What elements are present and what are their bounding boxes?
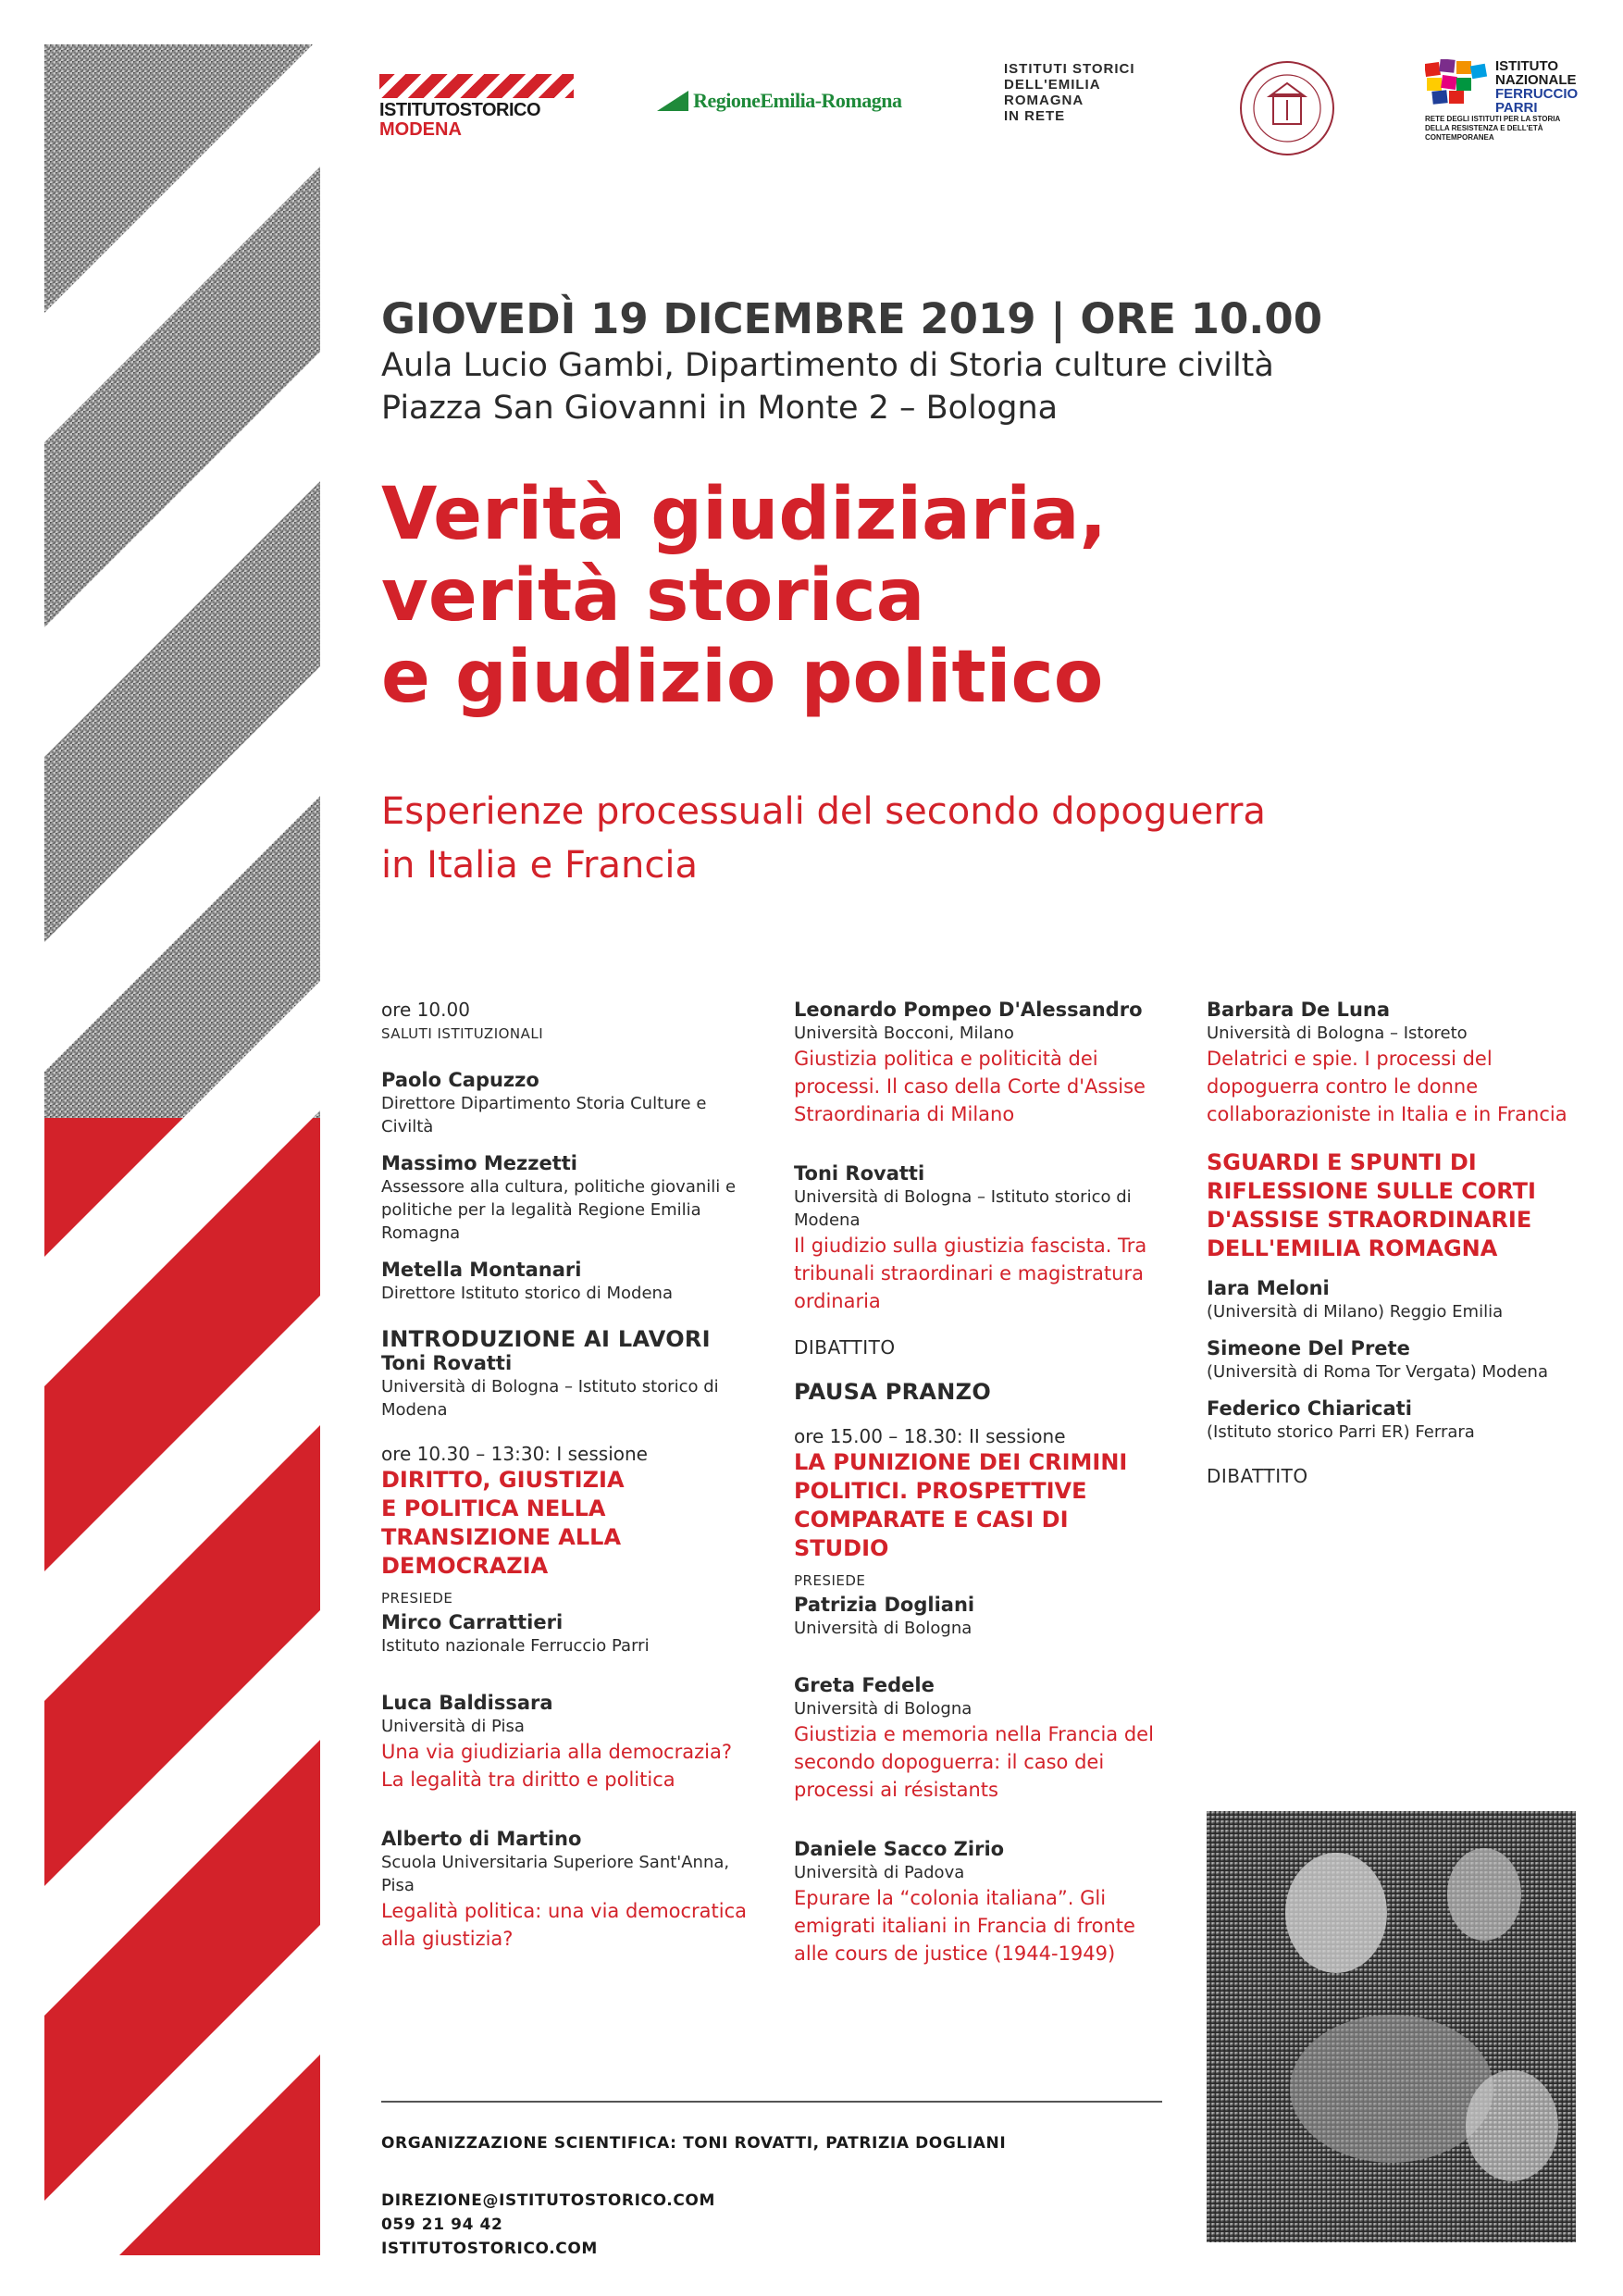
speaker-affiliation: (Istituto storico Parri ER) Ferrara: [1207, 1422, 1475, 1442]
speaker-name: Patrizia Dogliani: [794, 1594, 975, 1616]
regione-mark-icon: [657, 91, 688, 111]
speaker-affiliation: (Università di Milano) Reggio Emilia: [1207, 1302, 1504, 1322]
speaker-name: Greta Fedele: [794, 1674, 935, 1696]
talk-title: Legalità politica: una via democratica alla giustizia?: [381, 1900, 748, 1950]
speaker-affiliation: Istituto nazionale Ferruccio Parri: [381, 1636, 650, 1656]
chair-label: PRESIEDE: [381, 1590, 453, 1607]
venue-line: Aula Lucio Gambi, Dipartimento di Storia culture civiltà: [381, 347, 1274, 384]
session-title-line: STUDIO: [794, 1535, 889, 1561]
speaker-name: Leonardo Pompeo D'Alessandro: [794, 999, 1143, 1021]
contact-website[interactable]: ISTITUTOSTORICO.COM: [381, 2240, 598, 2258]
speaker-affiliation: Università di Bologna: [794, 1699, 973, 1719]
debate-label: DIBATTITO: [1207, 1465, 1308, 1487]
organization-credit: ORGANIZZAZIONE SCIENTIFICA: TONI ROVATTI, PATRIZIA DOGLIANI: [381, 2134, 1007, 2153]
historical-photo: [1207, 1811, 1576, 2242]
talk-title: Il giudizio sulla giustizia fascista. Tra tribunali straordinari e magistratura ordinaria: [794, 1235, 1147, 1312]
university-seal-icon: [1238, 59, 1336, 157]
speaker-name: Federico Chiaricati: [1207, 1397, 1412, 1420]
session-title: [381, 1466, 761, 1581]
talk-title: Giustizia e memoria nella Francia del secondo dopoguerra: il caso dei processi ai résistants: [794, 1723, 1154, 1801]
session-title-line: SGUARDI E SPUNTI DI: [1207, 1149, 1477, 1175]
rete-line: ISTITUTI STORICI: [1004, 61, 1135, 77]
speaker-name: Simeone Del Prete: [1207, 1337, 1410, 1359]
session-title-line: LA PUNIZIONE DEI CRIMINI: [794, 1449, 1128, 1475]
session-title-line: TRANSIZIONE ALLA: [381, 1524, 622, 1550]
speaker-name: Toni Rovatti: [794, 1162, 925, 1185]
parri-line: FERRUCCIO: [1495, 86, 1579, 102]
speaker-name: Alberto di Martino: [381, 1828, 582, 1850]
speaker-affiliation: Scuola Universitaria Superiore Sant'Anna, Pisa: [381, 1853, 730, 1895]
speaker-affiliation: Direttore Dipartimento Storia Culture e Civiltà: [381, 1094, 707, 1136]
event-title: [381, 474, 1492, 718]
title-line: Verità giudiziaria,: [381, 473, 1108, 556]
title-line: e giudizio politico: [381, 636, 1104, 719]
event-date: GIOVEDÌ 19 DICEMBRE 2019 | ORE 10.00: [381, 294, 1323, 343]
session-title-line: DEMOCRAZIA: [381, 1553, 549, 1579]
section-heading: INTRODUZIONE AI LAVORI: [381, 1326, 711, 1352]
session-title: [794, 1448, 1173, 1563]
lunch-break-label: PAUSA PRANZO: [794, 1379, 992, 1405]
session-title-line: DIRITTO, GIUSTIZIA: [381, 1467, 625, 1493]
time-slot: ore 15.00 – 18.30: II sessione: [794, 1425, 1066, 1447]
speaker-affiliation: Università Bocconi, Milano: [794, 1024, 1014, 1043]
speaker-affiliation: Università di Bologna – Istituto storico di Modena: [794, 1187, 1132, 1230]
parri-line: ISTITUTO: [1495, 58, 1559, 74]
program-column-1: [381, 998, 761, 1953]
rete-line: DELL'EMILIA: [1004, 77, 1101, 93]
speaker-name: Massimo Mezzetti: [381, 1152, 577, 1174]
speaker-affiliation: Università di Pisa: [381, 1717, 525, 1736]
regione-label: RegioneEmilia-Romagna: [693, 89, 902, 112]
logo-istituto-storico-modena: [379, 74, 574, 139]
time-slot: ore 10.30 – 13:30: I sessione: [381, 1443, 648, 1465]
contact-phone: 059 21 94 42: [381, 2215, 503, 2234]
logo-line1: ISTITUTOSTORICO: [379, 100, 540, 120]
speaker-name: Daniele Sacco Zirio: [794, 1838, 1005, 1860]
speaker-name: Iara Meloni: [1207, 1277, 1330, 1299]
speaker-name: Barbara De Luna: [1207, 999, 1391, 1021]
debate-label: DIBATTITO: [794, 1336, 896, 1359]
footer-divider: [381, 2101, 1162, 2103]
speaker-affiliation: Università di Padova: [794, 1863, 965, 1882]
parri-subtitle: RETE DEGLI ISTITUTI PER LA STORIA DELLA RESISTENZA E DELL'ETÀ CONTEMPORANEA: [1425, 115, 1560, 142]
decorative-diagonal-band: [44, 44, 320, 2255]
section-label: SALUTI ISTITUZIONALI: [381, 1025, 544, 1042]
parri-mosaic-icon: [1425, 59, 1490, 105]
title-line: verità storica: [381, 554, 925, 638]
talk-title: Epurare la “colonia italiana”. Gli emigrati italiani in Francia di fronte alle cours de justice (1944-1949): [794, 1887, 1135, 1965]
parri-line: NAZIONALE: [1495, 72, 1577, 88]
logo-stripes: [379, 74, 574, 98]
speaker-affiliation: Università di Bologna: [794, 1619, 973, 1638]
rete-line: ROMAGNA: [1004, 93, 1084, 108]
session-title-line: RIFLESSIONE SULLE CORTI: [1207, 1178, 1536, 1204]
speaker-name: Mirco Carrattieri: [381, 1611, 564, 1633]
subtitle-line: in Italia e Francia: [381, 844, 698, 887]
session-title-line: COMPARATE E CASI DI: [794, 1507, 1069, 1533]
speaker-affiliation: Università di Bologna – Istituto storico di Modena: [381, 1377, 719, 1420]
session-title-line: E POLITICA NELLA: [381, 1496, 606, 1521]
talk-title: Delatrici e spie. I processi del dopoguerra contro le donne collaborazioniste in Italia e in Francia: [1207, 1048, 1567, 1125]
contacts: [381, 2189, 715, 2261]
program-column-3: [1207, 998, 1586, 1488]
speaker-affiliation: Direttore Istituto storico di Modena: [381, 1284, 673, 1303]
chair-label: PRESIEDE: [794, 1572, 866, 1589]
venue-address: Piazza San Giovanni in Monte 2 – Bologna: [381, 390, 1059, 427]
logo-line2: MODENA: [379, 119, 462, 140]
logo-regione-emilia-romagna: [657, 89, 916, 113]
event-subtitle: [381, 785, 1492, 892]
program-column-2: [794, 998, 1173, 1967]
subtitle-line: Esperienze processuali del secondo dopoguerra: [381, 790, 1266, 833]
speaker-name: Paolo Capuzzo: [381, 1069, 539, 1091]
rete-line: IN RETE: [1004, 108, 1066, 124]
logo-istituti-storici-rete: [1004, 61, 1180, 124]
parri-line: PARRI: [1495, 100, 1538, 116]
session-title: [1207, 1148, 1586, 1263]
contact-email[interactable]: DIREZIONE@ISTITUTOSTORICO.COM: [381, 2191, 715, 2210]
speaker-affiliation: Assessore alla cultura, politiche giovanili e politiche per la legalità Regione Emilia Romagna: [381, 1177, 737, 1243]
session-title-line: POLITICI. PROSPETTIVE: [794, 1478, 1087, 1504]
speaker-name: Luca Baldissara: [381, 1692, 553, 1714]
speaker-affiliation: (Università di Roma Tor Vergata) Modena: [1207, 1362, 1548, 1382]
talk-title: Giustizia politica e politicità dei processi. Il caso della Corte d'Assise Straordinaria di Milano: [794, 1048, 1146, 1125]
time-slot: ore 10.00: [381, 999, 470, 1021]
speaker-name: Metella Montanari: [381, 1259, 582, 1281]
speaker-affiliation: Università di Bologna – Istoreto: [1207, 1024, 1468, 1043]
session-title-line: DELL'EMILIA ROMAGNA: [1207, 1235, 1498, 1261]
session-title-line: D'ASSISE STRAORDINARIE: [1207, 1207, 1532, 1233]
speaker-name: Toni Rovatti: [381, 1352, 513, 1374]
talk-title: Una via giudiziaria alla democrazia? La legalità tra diritto e politica: [381, 1741, 732, 1791]
